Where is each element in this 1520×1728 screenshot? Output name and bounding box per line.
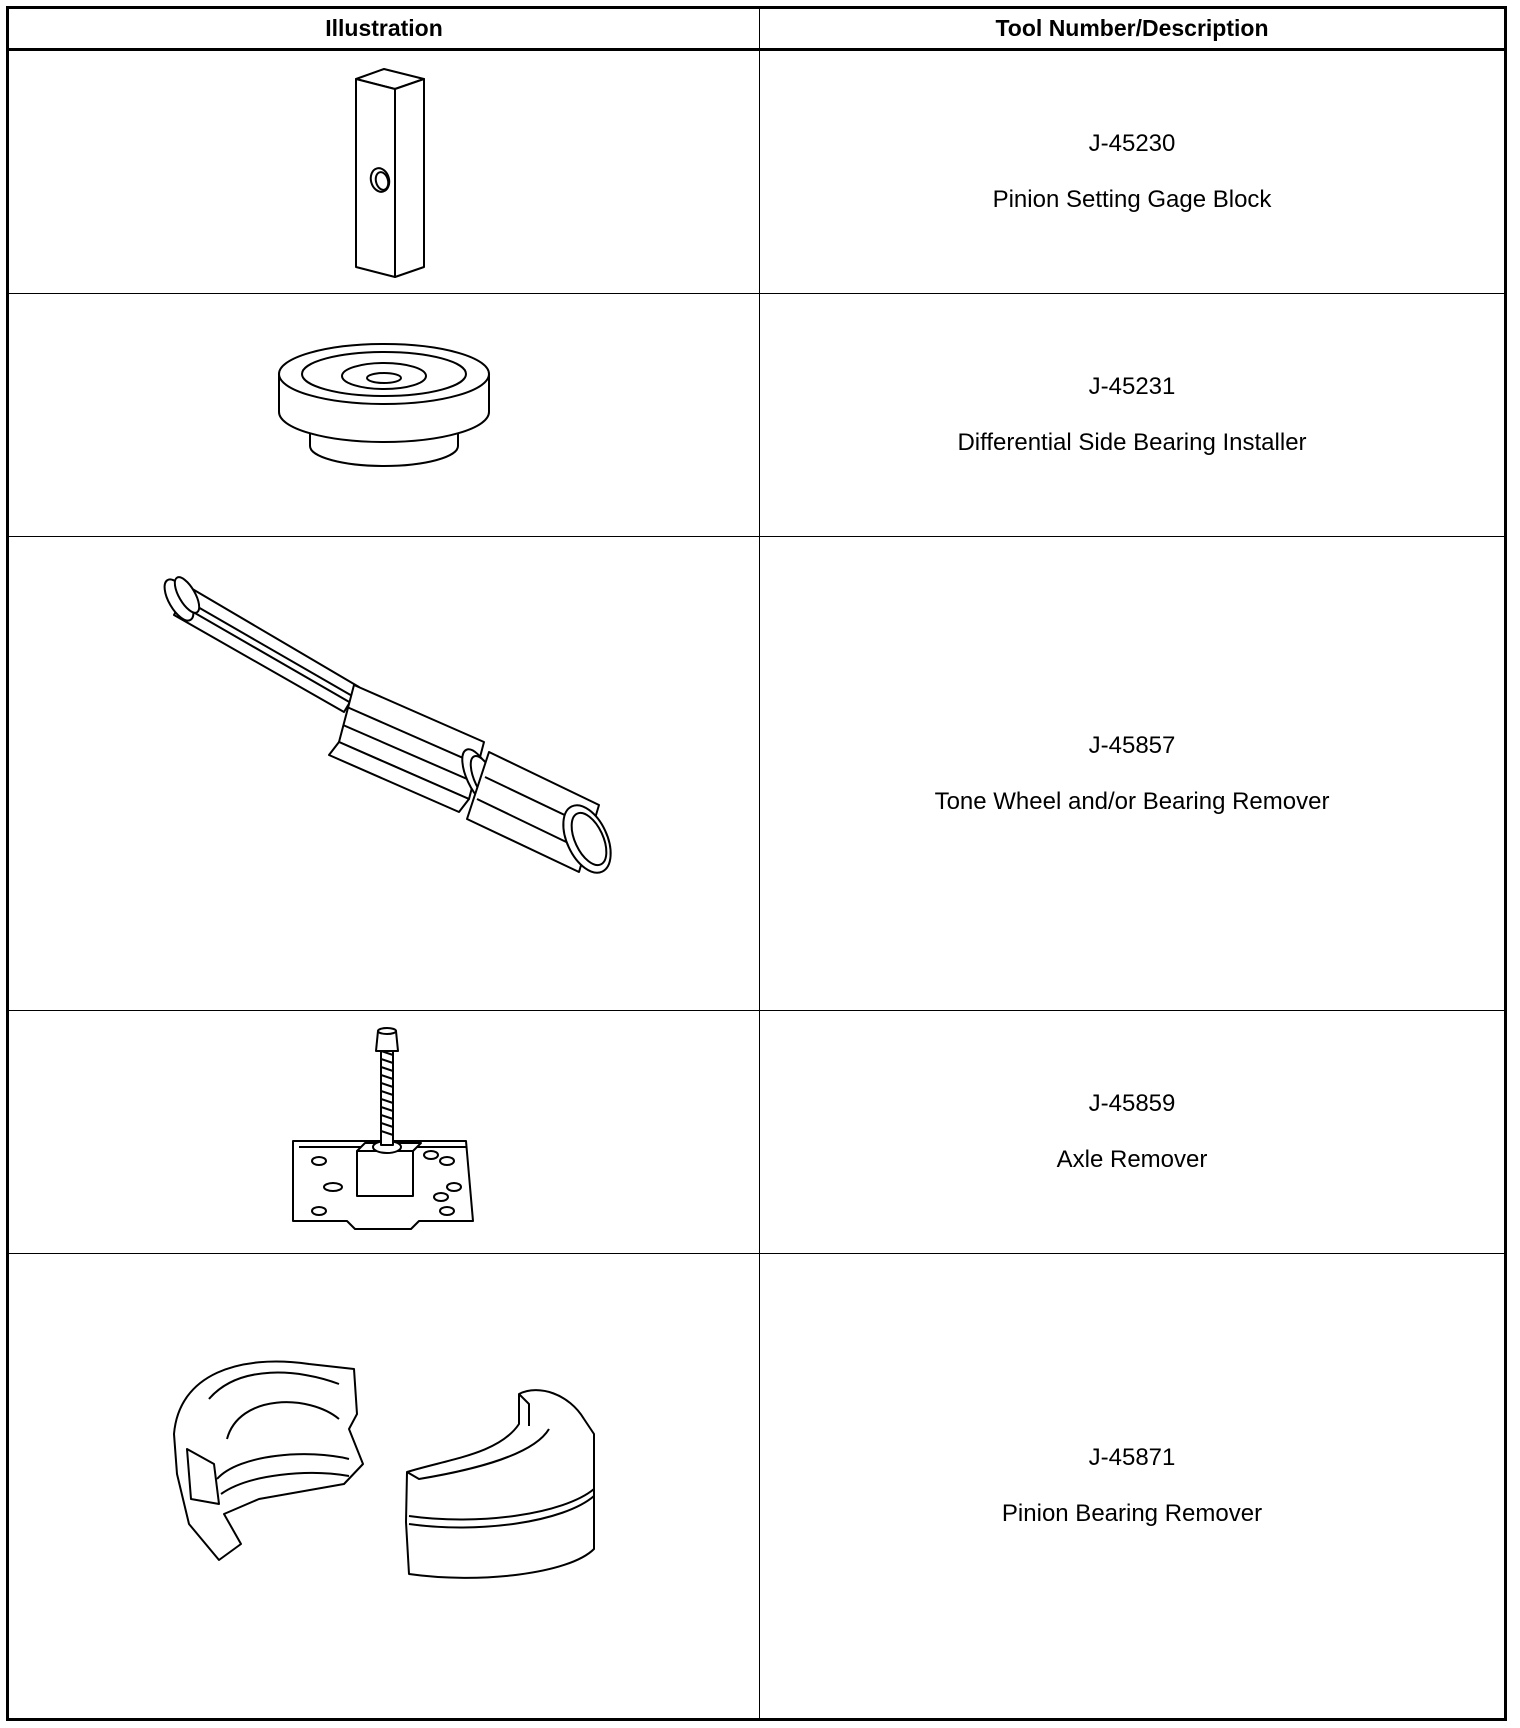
tool-number: J-45871 bbox=[1088, 1444, 1176, 1471]
tool-description: Tone Wheel and/or Bearing Remover bbox=[934, 787, 1330, 815]
tool-number: J-45859 bbox=[1088, 1090, 1176, 1117]
illustration-cell bbox=[9, 51, 760, 293]
header-tool-description: Tool Number/Description bbox=[995, 15, 1269, 41]
description-cell bbox=[760, 1011, 1504, 1253]
table-header-row bbox=[9, 9, 1504, 51]
header-illustration: Illustration bbox=[9, 9, 760, 48]
illustration-cell bbox=[9, 294, 760, 536]
tool-number: J-45231 bbox=[1088, 373, 1176, 400]
table-row bbox=[9, 1011, 1504, 1254]
tool-description: Pinion Setting Gage Block bbox=[992, 186, 1272, 213]
gage-block-icon bbox=[9, 51, 760, 294]
description-cell bbox=[760, 294, 1504, 536]
tool-table bbox=[6, 6, 1507, 1721]
illustration-cell bbox=[9, 1011, 760, 1253]
tone-wheel-remover-icon bbox=[9, 537, 760, 1011]
tool-description: Axle Remover bbox=[1056, 1146, 1208, 1173]
description-cell bbox=[760, 537, 1504, 1010]
table-row bbox=[9, 1254, 1504, 1718]
tool-description: Pinion Bearing Remover bbox=[1001, 1500, 1263, 1527]
bearing-installer-icon bbox=[9, 294, 760, 537]
table-row bbox=[9, 537, 1504, 1011]
axle-remover-icon bbox=[9, 1011, 760, 1254]
description-cell bbox=[760, 1254, 1504, 1718]
tool-number: J-45857 bbox=[1088, 731, 1176, 759]
tool-number: J-45230 bbox=[1088, 130, 1176, 157]
pinion-bearing-remover-icon bbox=[9, 1254, 760, 1718]
tool-description: Differential Side Bearing Installer bbox=[957, 429, 1307, 456]
description-cell bbox=[760, 51, 1504, 293]
table-row bbox=[9, 294, 1504, 537]
illustration-cell bbox=[9, 1254, 760, 1718]
table-row bbox=[9, 51, 1504, 294]
illustration-cell bbox=[9, 537, 760, 1010]
